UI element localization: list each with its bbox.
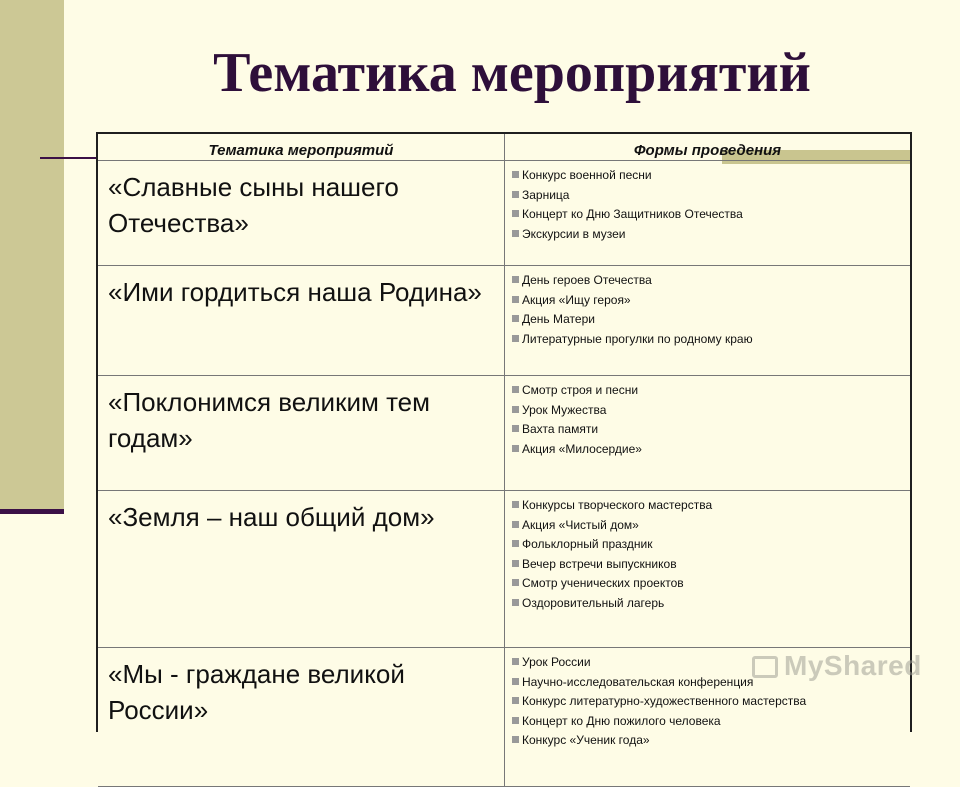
- square-bullet-icon: [512, 406, 519, 413]
- list-item-text: Смотр строя и песни: [522, 383, 639, 397]
- column-header-topic: Тематика мероприятий: [98, 134, 505, 161]
- topic-cell: «Мы - граждане великой России»: [98, 648, 505, 787]
- square-bullet-icon: [512, 560, 519, 567]
- decorative-left-rule: [0, 509, 64, 514]
- list-item-text: Урок Мужества: [522, 402, 607, 417]
- list-item-text: Акция «Ищу героя»: [522, 292, 631, 307]
- table-row: [98, 648, 910, 787]
- square-bullet-icon: [512, 579, 519, 586]
- list-item: [512, 673, 904, 693]
- square-bullet-icon: [512, 717, 519, 724]
- square-bullet-icon: [512, 210, 519, 217]
- square-bullet-icon: [512, 276, 519, 283]
- watermark-text: MyShared: [784, 650, 922, 681]
- list-item: [512, 574, 904, 594]
- list-item: [512, 330, 904, 350]
- list-item: [512, 535, 904, 555]
- topic-cell: «Ими гордиться наша Родина»: [98, 266, 505, 376]
- list-item: [512, 692, 904, 712]
- table-header-row: [98, 134, 910, 161]
- list-item: [512, 271, 904, 291]
- forms-cell: [505, 266, 911, 376]
- forms-list: [512, 166, 904, 244]
- list-item-text: Конкурс военной песни: [522, 168, 652, 182]
- square-bullet-icon: [512, 445, 519, 452]
- forms-list: [512, 271, 904, 349]
- list-item-text: Смотр ученических проектов: [522, 576, 684, 590]
- list-item: [512, 166, 904, 186]
- square-bullet-icon: [512, 540, 519, 547]
- list-item-text: Конкурсы творческого мастерства: [522, 498, 713, 512]
- list-item: [512, 420, 904, 440]
- forms-cell: [505, 161, 911, 266]
- square-bullet-icon: [512, 386, 519, 393]
- forms-list: [512, 496, 904, 613]
- list-item-text: Экскурсии в музеи: [522, 226, 626, 241]
- list-item-text: Вахта памяти: [522, 422, 599, 436]
- decorative-left-band: [0, 0, 64, 511]
- list-item-text: Концерт ко Дню Защитников Отечества: [522, 207, 743, 221]
- list-item-text: День героев Отечества: [522, 273, 652, 287]
- square-bullet-icon: [512, 335, 519, 342]
- table-row: [98, 266, 910, 376]
- list-item-text: Вечер встречи выпускников: [522, 556, 677, 571]
- list-item: [512, 310, 904, 330]
- list-item-text: Конкурс литературно-художественного мастерства: [522, 694, 807, 708]
- list-item: [512, 381, 904, 401]
- forms-cell: [505, 376, 911, 491]
- list-item: [512, 496, 904, 516]
- square-bullet-icon: [512, 425, 519, 432]
- list-item: [512, 712, 904, 732]
- list-item: [512, 555, 904, 575]
- square-bullet-icon: [512, 501, 519, 508]
- list-item-text: Конкурс «Ученик года»: [522, 733, 650, 747]
- square-bullet-icon: [512, 678, 519, 685]
- slide-title: Тематика мероприятий: [213, 42, 811, 104]
- square-bullet-icon: [512, 697, 519, 704]
- square-bullet-icon: [512, 599, 519, 606]
- list-item: [512, 291, 904, 311]
- list-item-text: Фольклорный праздник: [522, 537, 653, 551]
- forms-cell: [505, 648, 911, 787]
- list-item: [512, 653, 904, 673]
- list-item-text: Зарница: [522, 187, 570, 202]
- table-row: [98, 161, 910, 266]
- events-table: [96, 132, 912, 747]
- table-row: [98, 491, 910, 648]
- square-bullet-icon: [512, 315, 519, 322]
- square-bullet-icon: [512, 736, 519, 743]
- list-item: [512, 440, 904, 460]
- decorative-header-rule-left: [40, 157, 98, 159]
- list-item-text: Акция «Чистый дом»: [522, 517, 639, 532]
- list-item: [512, 516, 904, 536]
- list-item-text: Акция «Милосердие»: [522, 441, 642, 456]
- list-item-text: Урок России: [522, 655, 591, 669]
- square-bullet-icon: [512, 171, 519, 178]
- list-item: [512, 731, 904, 751]
- list-item: [512, 594, 904, 614]
- forms-list: [512, 381, 904, 459]
- list-item: [512, 401, 904, 421]
- square-bullet-icon: [512, 296, 519, 303]
- list-item-text: Литературные прогулки по родному краю: [522, 331, 753, 346]
- list-item-text: Концерт ко Дню пожилого человека: [522, 713, 721, 728]
- topic-cell: «Поклонимся великим тем годам»: [98, 376, 505, 491]
- list-item: [512, 186, 904, 206]
- list-item: [512, 225, 904, 245]
- list-item-text: День Матери: [522, 312, 595, 326]
- square-bullet-icon: [512, 521, 519, 528]
- square-bullet-icon: [512, 658, 519, 665]
- column-header-forms: Формы проведения: [505, 134, 911, 161]
- forms-list: [512, 653, 904, 751]
- table-row: [98, 376, 910, 491]
- list-item-text: Оздоровительный лагерь: [522, 595, 665, 610]
- square-bullet-icon: [512, 230, 519, 237]
- list-item-text: Научно-исследовательская конференция: [522, 674, 754, 689]
- forms-cell: [505, 491, 911, 648]
- topic-cell: «Славные сыны нашего Отечества»: [98, 161, 505, 266]
- topic-cell: «Земля – наш общий дом»: [98, 491, 505, 648]
- square-bullet-icon: [512, 191, 519, 198]
- list-item: [512, 205, 904, 225]
